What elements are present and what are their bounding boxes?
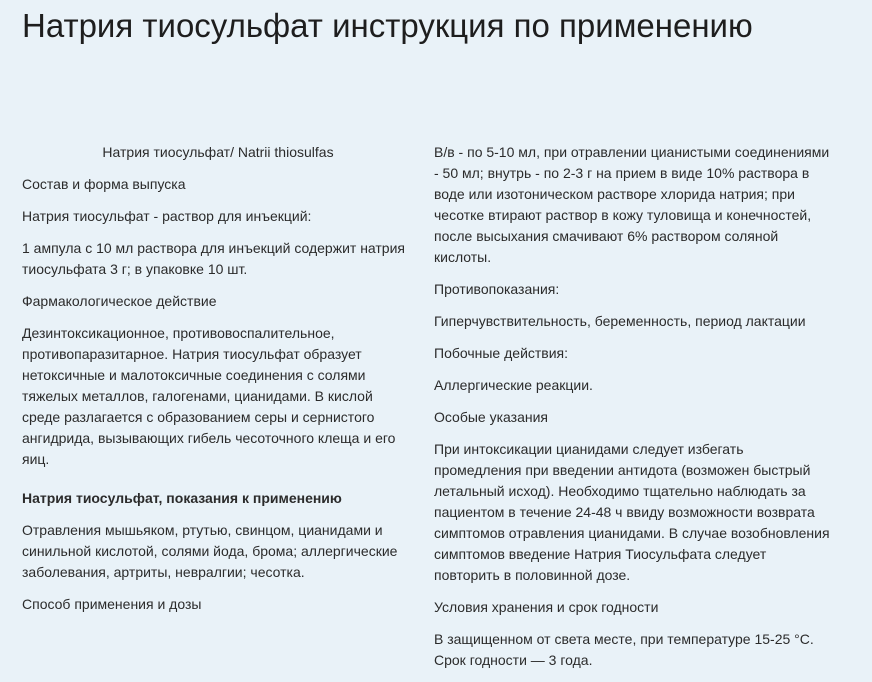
paragraph-pharmacology: Дезинтоксикационное, противовоспалительное, противопаразитарное. Натрия тиосульфат образует нетоксичные и малотоксичные соединения с солями тяжелых металлов, галогенами, цианидами. В кислой среде разлагается с образованием серы и сернистого ангидрида, вызывающих гибель чесоточного клеща и его яиц. bbox=[22, 325, 396, 467]
section-heading-indications: Натрия тиосульфат, показания к применению bbox=[22, 490, 342, 506]
section-heading-dosage: Способ применения и дозы bbox=[22, 596, 202, 612]
section-heading-special-notes: Особые указания bbox=[434, 409, 548, 425]
paragraph-storage: В защищенном от света месте, при температуре 15-25 °С. Срок годности — 3 года. bbox=[434, 631, 814, 668]
section-heading-pharmacology: Фармакологическое действие bbox=[22, 293, 217, 309]
paragraph-special-notes: При интоксикации цианидами следует избегать промедления при введении антидота (возможен быстрый летальный исход). Необходимо тщательно наблюдать за пациентом в течение 24-48 ч ввиду возможности возврата симптомов отравления цианидами. В случае возобновления симптомов введение Натрия Тиосульфата следует повторить в половинной дозе. bbox=[434, 441, 830, 583]
paragraph-dosage-form: Натрия тиосульфат - раствор для инъекций: bbox=[22, 208, 312, 224]
drug-name-latin: Натрия тиосульфат/ Natrii thiosulfas bbox=[102, 144, 334, 160]
section-heading-composition: Состав и форма выпуска bbox=[22, 176, 186, 192]
paragraph-dosage: В/в - по 5-10 мл, при отравлении цианистыми соединениями - 50 мл; внутрь - по 2-3 г на прием в виде 10% раствора в воде или изотоническом растворе хлорида натрия; при чесотке втирают раствор в кожу туловища и конечностей, после высыхания смачивают 6% раствором соляной кислоты. bbox=[434, 144, 830, 265]
paragraph-indications: Отравления мышьяком, ртутью, свинцом, цианидами и синильной кислотой, солями йода, брома; аллергические заболевания, артриты, невралгии; чесотка. bbox=[22, 522, 398, 580]
section-heading-side-effects: Побочные действия: bbox=[434, 345, 569, 361]
paragraph-ampoule: 1 ампула с 10 мл раствора для инъекций содержит натрия тиосульфата 3 г; в упаковке 10 шт. bbox=[22, 240, 405, 277]
section-heading-contraindications: Противопоказания: bbox=[434, 281, 560, 297]
left-column bbox=[22, 142, 414, 626]
section-heading-storage: Условия хранения и срок годности bbox=[434, 599, 659, 615]
page-title: Натрия тиосульфат инструкция по применению bbox=[22, 7, 753, 44]
paragraph-side-effects: Аллергические реакции. bbox=[434, 377, 593, 393]
right-column bbox=[434, 142, 834, 682]
paragraph-contraindications: Гиперчувствительность, беременность, период лактации bbox=[434, 313, 806, 329]
